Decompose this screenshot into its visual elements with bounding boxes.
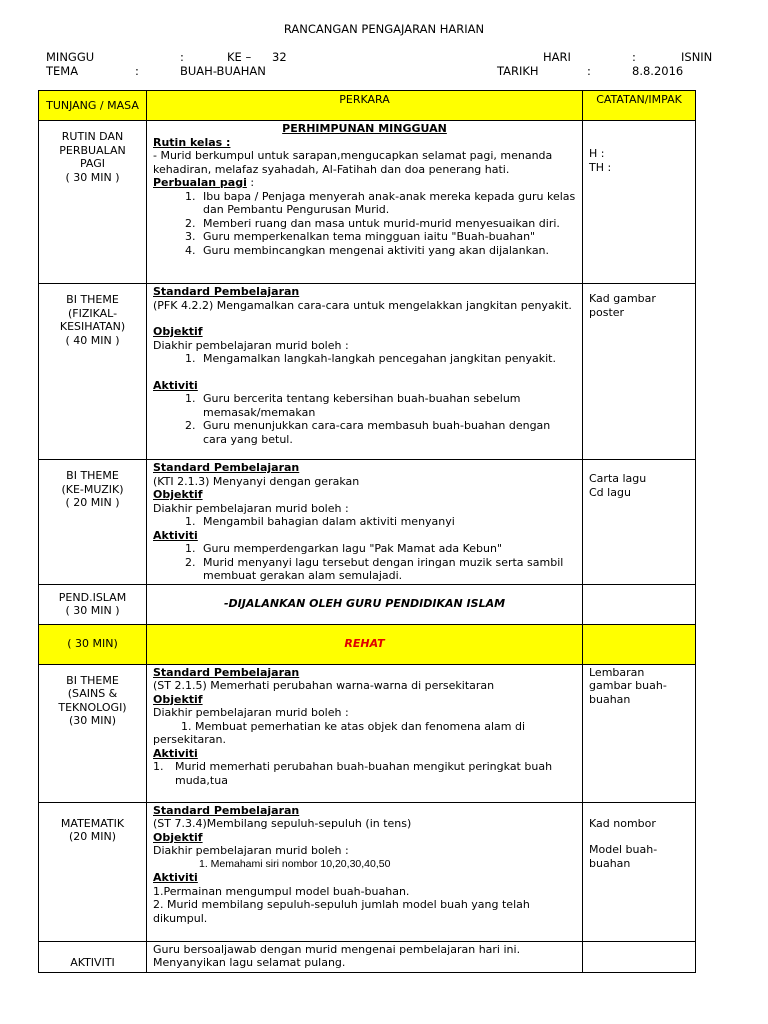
list-item: 1.Permainan mengumpul model buah-buahan. bbox=[153, 884, 410, 898]
standard-text: (PFK 4.2.2) Mengamalkan cara-cara untuk mengelakkan jangkitan penyakit. bbox=[153, 298, 572, 312]
header-catatan: CATATAN/IMPAK bbox=[583, 91, 696, 121]
perbualan-list bbox=[153, 190, 576, 258]
document-title: RANCANGAN PENGAJARAN HARIAN bbox=[283, 22, 485, 36]
row5-tunjang: ( 30 MIN) bbox=[39, 624, 147, 664]
row1-tunjang: RUTIN DAN PERBUALAN PAGI ( 30 MIN ) bbox=[39, 121, 147, 284]
table-row bbox=[39, 584, 696, 624]
row4-perkara: -DIJALANKAN OLEH GURU PENDIDIKAN ISLAM bbox=[147, 584, 583, 624]
tema-colon: : bbox=[135, 64, 139, 78]
standard-text: (KTI 2.1.3) Menyanyi dengan gerakan bbox=[153, 474, 360, 488]
objektif-label: Objektif bbox=[153, 325, 203, 338]
list-item: 1. Mengamalkan langkah-langkah pencegahan jangkitan penyakit. bbox=[199, 352, 576, 366]
minggu-colon: : bbox=[180, 50, 184, 64]
standard-label: Standard Pembelajaran bbox=[153, 665, 300, 679]
aktiviti-label: Aktiviti bbox=[153, 746, 198, 760]
objektif-item: 1. Membuat pemerhatian ke atas objek dan fenomena alam di persekitaran. bbox=[153, 719, 526, 746]
row3-catatan: Carta lagu Cd lagu bbox=[583, 460, 696, 585]
ke-value: 32 bbox=[272, 50, 287, 64]
tarikh-value: 8.8.2016 bbox=[632, 64, 684, 78]
rehat-label: REHAT bbox=[147, 624, 583, 664]
header-perkara: PERKARA bbox=[147, 91, 583, 121]
objektif-intro: Diakhir pembelajaran murid boleh : bbox=[153, 706, 349, 719]
row7-perkara bbox=[147, 802, 583, 941]
row6-tunjang: BI THEME (SAINS & TEKNOLOGI) (30 MIN) bbox=[39, 664, 147, 802]
table-row bbox=[39, 664, 696, 802]
tarikh-colon: : bbox=[587, 64, 591, 78]
table-row bbox=[39, 802, 696, 941]
row2-perkara bbox=[147, 284, 583, 460]
objektif-label: Objektif bbox=[153, 692, 203, 706]
list-item: 4. Guru membincangkan mengenai aktiviti yang akan dijalankan. bbox=[199, 244, 576, 258]
standard-label: Standard Pembelajaran bbox=[153, 461, 300, 474]
standard-label: Standard Pembelajaran bbox=[153, 285, 300, 298]
hari-colon: : bbox=[632, 50, 636, 64]
row2-catatan: Kad gambar poster bbox=[583, 284, 696, 460]
hari-value: ISNIN bbox=[681, 50, 713, 64]
list-item: 1. Guru memperdengarkan lagu "Pak Mamat ada Kebun" bbox=[199, 542, 576, 556]
hari-label: HARI bbox=[543, 50, 571, 64]
list-item: 2. Murid menyanyi lagu tersebut dengan iringan muzik serta sambil membuat gerakan alam semulajadi. bbox=[199, 556, 576, 583]
standard-text: (ST 2.1.5) Memerhati perubahan warna-warna di persekitaran bbox=[153, 679, 495, 692]
table-header-row bbox=[39, 91, 696, 121]
row4-tunjang: PEND.ISLAM ( 30 MIN ) bbox=[39, 584, 147, 624]
list-item: 1. Ibu bapa / Penjaga menyerah anak-anak mereka kepada guru kelas dan Pembantu Pengurusan Murid. bbox=[199, 190, 576, 217]
aktiviti-label: Aktiviti bbox=[153, 528, 198, 542]
list-item: 2. Guru menunjukkan cara-cara membasuh buah-buahan dengan cara yang betul. bbox=[199, 419, 576, 446]
objektif-label: Objektif bbox=[153, 488, 203, 501]
header-tunjang: TUNJANG / MASA bbox=[39, 91, 147, 121]
row5-catatan bbox=[583, 624, 696, 664]
tema-value: BUAH-BUAHAN bbox=[180, 64, 266, 78]
standard-label: Standard Pembelajaran bbox=[153, 803, 300, 817]
tarikh-label: TARIKH bbox=[497, 64, 539, 78]
list-item: 1. Murid memerhati perubahan buah-buahan mengikut peringkat buah muda,tua bbox=[153, 760, 553, 787]
row7-catatan: Kad nombor Model buah- buahan bbox=[583, 802, 696, 941]
objektif-label: Objektif bbox=[153, 830, 203, 844]
row1-catatan: H : TH : bbox=[583, 121, 696, 284]
row8-catatan bbox=[583, 941, 696, 972]
rutin-text: - Murid berkumpul untuk sarapan,mengucapkan selamat pagi, menanda kehadiran, melafaz syahadah, Al-Fatihah dan doa penerang hati. bbox=[153, 149, 553, 176]
lesson-plan-table bbox=[38, 90, 696, 973]
row1-heading: PERHIMPUNAN MINGGUAN bbox=[282, 122, 447, 135]
table-row bbox=[39, 284, 696, 460]
objektif-item: 1. Memahami siri nombor 10,20,30,40,50 bbox=[199, 857, 391, 870]
aktiviti-label: Aktiviti bbox=[153, 378, 198, 392]
table-row bbox=[39, 941, 696, 972]
list-item: 3. Guru memperkenalkan tema mingguan iaitu "Buah-buahan" bbox=[199, 230, 576, 244]
row8-perkara: Guru bersoaljawab dengan murid mengenai pembelajaran hari ini. Menyanyikan lagu selamat pulang. bbox=[147, 941, 583, 972]
row6-catatan: Lembaran gambar buah- buahan bbox=[583, 664, 696, 802]
list-item: 1. Guru bercerita tentang kebersihan buah-buahan sebelum memasak/memakan bbox=[199, 392, 576, 419]
row3-tunjang: BI THEME (KE-MUZIK) ( 20 MIN ) bbox=[39, 460, 147, 585]
list-item: 1. Mengambil bahagian dalam aktiviti menyanyi bbox=[199, 515, 576, 529]
table-row bbox=[39, 121, 696, 284]
objektif-intro: Diakhir pembelajaran murid boleh : bbox=[153, 338, 349, 352]
rutin-label: Rutin kelas : bbox=[153, 135, 231, 149]
row8-tunjang: AKTIVITI bbox=[39, 941, 147, 972]
row2-tunjang: BI THEME (FIZIKAL- KESIHATAN) ( 40 MIN ) bbox=[39, 284, 147, 460]
list-item: 2. Memberi ruang dan masa untuk murid-murid menyesuaikan diri. bbox=[199, 217, 576, 231]
row4-catatan bbox=[583, 584, 696, 624]
objektif-intro: Diakhir pembelajaran murid boleh : bbox=[153, 501, 349, 515]
aktiviti-label: Aktiviti bbox=[153, 871, 198, 884]
objektif-intro: Diakhir pembelajaran murid boleh : bbox=[153, 844, 349, 857]
ke-label: KE – bbox=[227, 50, 252, 64]
tema-label: TEMA bbox=[46, 64, 79, 78]
row1-perkara: PERHIMPUNAN MINGGUAN Rutin kelas : - Murid berkumpul untuk sarapan,mengucapkan selamat pagi, menanda kehadiran, melafaz syahadah, Al-Fatihah dan doa penerang hati. Perbualan pagi : 1. Ibu bapa / Penjaga menyerah anak-anak mereka kepada guru kelas dan Pembantu Pengurusan Murid. 2. Memberi ruang dan masa untuk murid-murid menyesuaikan diri. 3. Guru memperkenalkan tema mingguan iaitu "Buah-buahan" 4. Guru membincangkan mengenai aktiviti yang akan dijalankan. bbox=[147, 121, 583, 284]
minggu-label: MINGGU bbox=[46, 50, 95, 64]
standard-text: (ST 7.3.4)Membilang sepuluh-sepuluh (in tens) bbox=[153, 817, 412, 830]
table-row bbox=[39, 460, 696, 585]
row6-perkara bbox=[147, 664, 583, 802]
table-row bbox=[39, 624, 696, 664]
row3-perkara bbox=[147, 460, 583, 585]
perbualan-label: Perbualan pagi bbox=[153, 176, 247, 189]
row7-tunjang: MATEMATIK (20 MIN) bbox=[39, 802, 147, 941]
list-item: 2. Murid membilang sepuluh-sepuluh jumlah model buah yang telah dikumpul. bbox=[153, 898, 530, 925]
